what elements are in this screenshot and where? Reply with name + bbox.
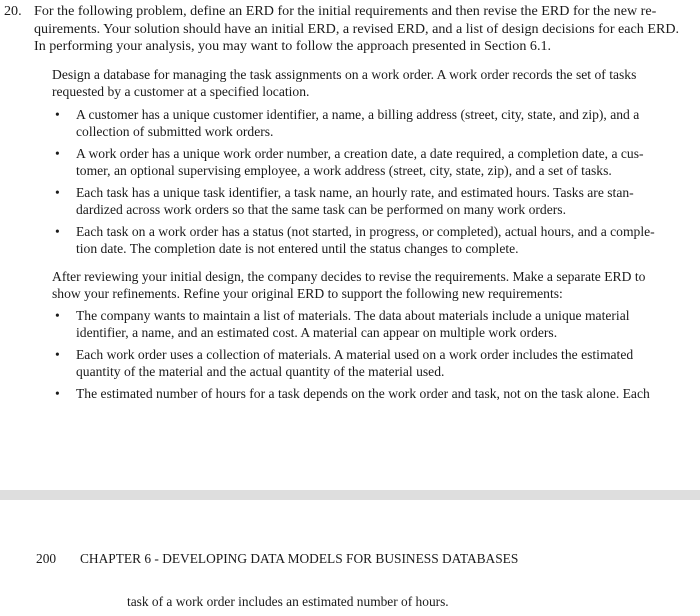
paragraph-line: show your refinements. Refine your original ERD to support the following new requirements: — [52, 286, 563, 302]
list-item: • A customer has a unique customer identifier, a name, a billing address (street, city, state, and zip), and a collection of submitted work orders. — [55, 107, 640, 140]
list-item: • A work order has a unique work order number, a creation date, a date required, a completion date, a cus- tomer, an optional supervising employee, a work address (street, city, state, zip), and a set of tasks. — [55, 146, 644, 179]
intro-line: In performing your analysis, you may want to follow the approach presented in Section 6.1. — [34, 38, 552, 54]
bullet-icon: • — [55, 107, 60, 122]
page-footer — [36, 551, 518, 567]
paragraph-line: After reviewing your initial design, the company decides to revise the requirements. Make a separate ERD to — [52, 269, 646, 284]
problem-number: 20. — [4, 3, 22, 19]
bullet-icon: • — [55, 185, 60, 200]
paragraph-line: Design a database for managing the task assignments on a work order. A work order records the set of tasks — [52, 67, 637, 82]
problem-intro — [4, 3, 694, 56]
list-item: • The estimated number of hours for a task depends on the work order and task, not on the task alone. Each — [55, 386, 650, 401]
bullet-icon: • — [55, 146, 60, 161]
bullet-icon: • — [55, 224, 60, 239]
list-item: • Each work order uses a collection of materials. A material used on a work order includes the estimated quantity of the material and the actual quantity of the material used. — [55, 347, 634, 380]
continuation-text: task of a work order includes an estimated number of hours. — [127, 594, 449, 609]
page-divider — [0, 490, 700, 500]
chapter-title: CHAPTER 6 - DEVELOPING DATA MODELS FOR BUSINESS DATABASES — [80, 551, 519, 566]
list-item: • Each task has a unique task identifier, a task name, an hourly rate, and estimated hours. Tasks are stan- dardized across work orders so that the same task can be performed on many work orders. — [55, 185, 634, 218]
bullet-icon: • — [55, 308, 60, 323]
scenario-paragraph — [52, 66, 658, 100]
intro-line: 20. For the following problem, define an ERD for the initial requirements and then revise the ERD for the new re- — [4, 3, 657, 19]
bullet-icon: • — [55, 386, 60, 401]
page-number: 200 — [36, 551, 57, 566]
list-item: • The company wants to maintain a list of materials. The data about materials include a unique material identifier, a name, and an estimated cost. A material can appear on multiple work orders. — [55, 308, 630, 341]
list-item: • Each task on a work order has a status (not started, in progress, or completed), actual hours, and a comple- tion date. The completion date is not entered until the status changes to complete. — [55, 224, 655, 257]
paragraph-line: requested by a customer at a specified location. — [52, 84, 310, 100]
revision-paragraph — [52, 268, 658, 302]
bullet-icon: • — [55, 347, 60, 362]
intro-line: quirements. Your solution should have an initial ERD, a revised ERD, and a list of design decisions for each ERD. — [34, 20, 680, 37]
